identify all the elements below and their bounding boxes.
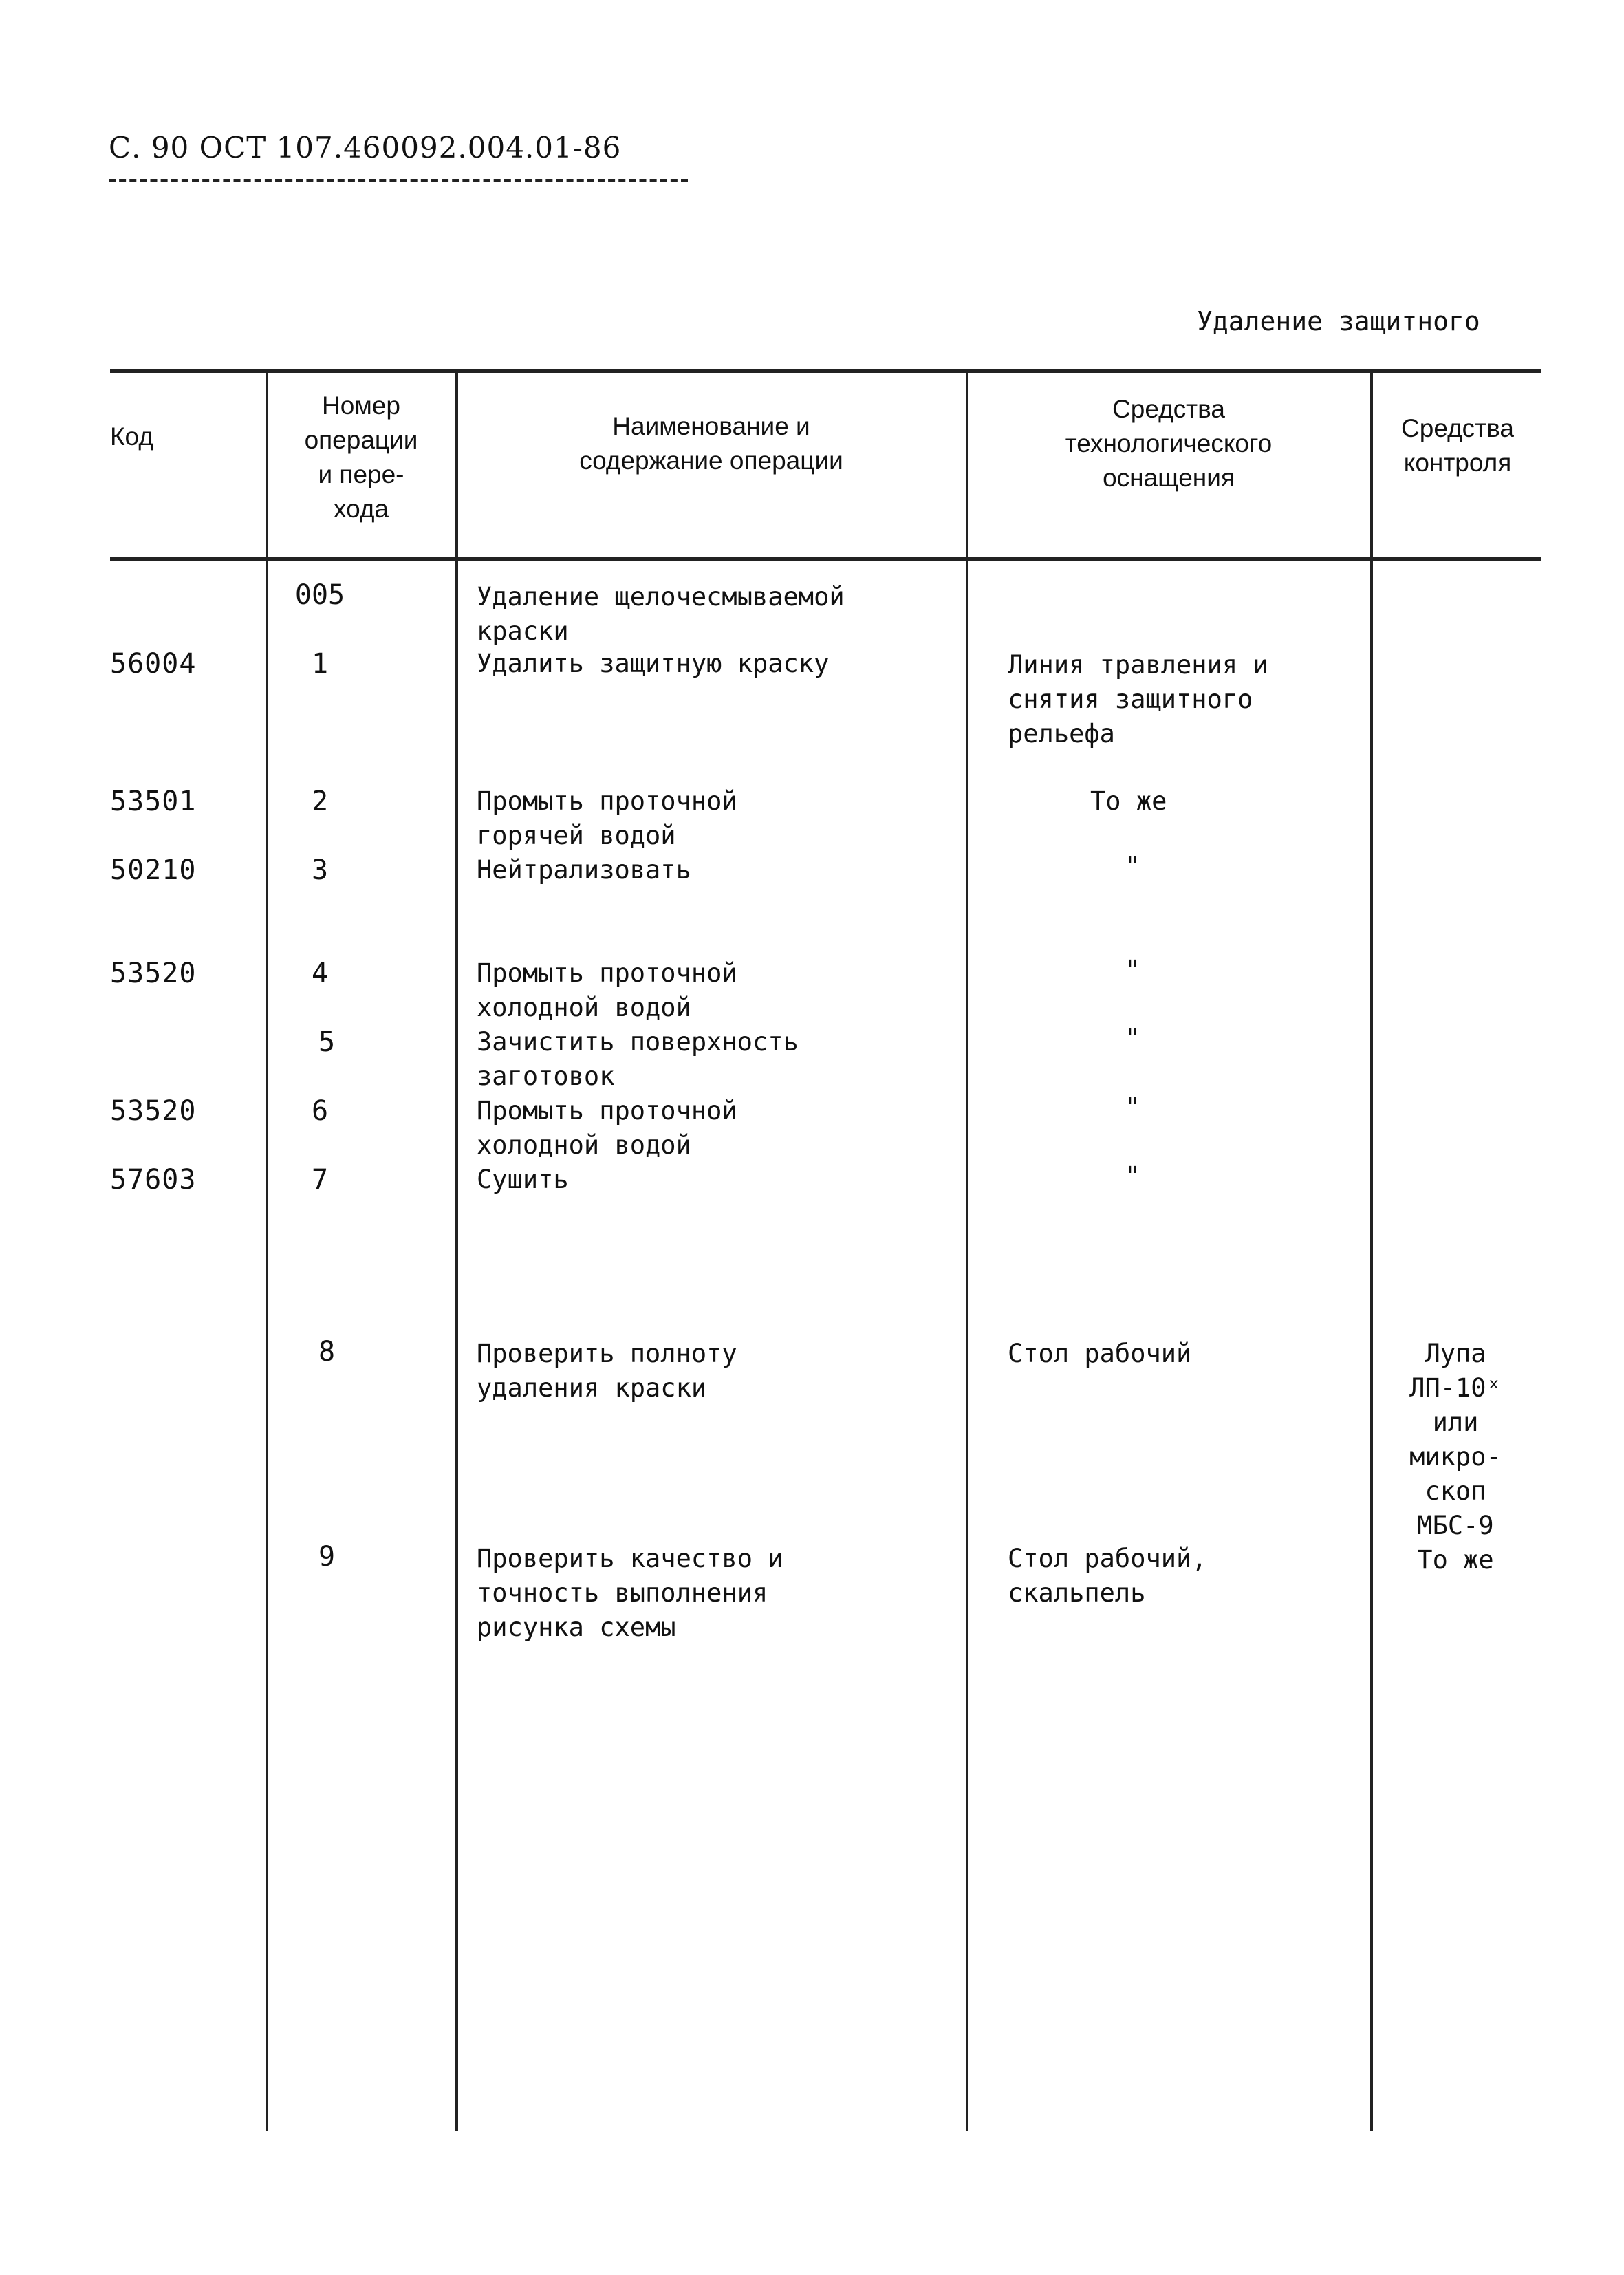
op-code: 57603: [110, 1164, 197, 1196]
header-equipment: Средства технологического оснащения: [1065, 395, 1273, 492]
op-code: 56004: [110, 648, 197, 680]
op-number: 1: [311, 648, 329, 680]
table-top-rule: [110, 369, 1541, 373]
op-code: 50210: [110, 854, 197, 886]
op-number: 7: [311, 1164, 329, 1196]
header-rule: [109, 179, 688, 182]
operation-name: Промыть проточной холодной водой: [477, 1096, 737, 1160]
operation-name: Удаление щелочесмываемой краски: [477, 582, 845, 646]
ditto-mark: ": [1125, 1024, 1140, 1053]
header-op-number: Номер операции и пере- хода: [304, 391, 418, 523]
op-code: 53520: [110, 958, 197, 989]
op-number: 5: [318, 1026, 336, 1058]
op-number: 9: [318, 1541, 336, 1573]
column-divider: [1370, 369, 1373, 2131]
column-divider: [455, 369, 458, 2131]
operation-name: Проверить качество и точность выполнения рисунка схемы: [477, 1544, 783, 1642]
control-instrument: То же: [1417, 1545, 1494, 1575]
page-header: С. 90 ОСТ 107.460092.004.01-86: [109, 131, 622, 164]
op-code: 53520: [110, 1095, 197, 1127]
section-title: Удаление защитного: [1197, 306, 1480, 336]
header-control: Средства контроля: [1401, 414, 1514, 477]
header-code: Код: [110, 422, 153, 451]
op-number: 6: [311, 1095, 329, 1127]
table-header-rule: [110, 557, 1541, 561]
operation-name: Нейтрализовать: [477, 855, 691, 885]
operation-name: Удалить защитную краску: [477, 649, 830, 678]
op-code: 53501: [110, 786, 197, 817]
operation-name: Промыть проточной горячей водой: [477, 786, 737, 850]
ditto-mark: ": [1125, 955, 1140, 984]
ditto-mark: ": [1125, 1092, 1140, 1122]
operation-name: Зачистить поверхность заготовок: [477, 1027, 799, 1091]
operation-name: Промыть проточной холодной водой: [477, 958, 737, 1022]
equipment: Стол рабочий: [1008, 1339, 1192, 1368]
column-divider: [266, 369, 268, 2131]
header-name: Наименование и содержание операции: [579, 412, 843, 475]
operation-name: Проверить полноту удаления краски: [477, 1339, 737, 1403]
ditto-mark: ": [1125, 852, 1140, 881]
op-number: 2: [311, 786, 329, 817]
op-number: 3: [311, 854, 329, 886]
operation-name: Сушить: [477, 1165, 569, 1194]
column-divider: [966, 369, 968, 2131]
equipment: То же: [1090, 786, 1167, 816]
op-number: 8: [318, 1336, 336, 1368]
control-instrument: Лупа ЛП-10ˣ или микро- скоп МБС-9: [1409, 1339, 1502, 1540]
equipment: Стол рабочий, скальпель: [1008, 1544, 1207, 1608]
equipment: Линия травления и снятия защитного рельефа: [1008, 650, 1268, 748]
ditto-mark: ": [1125, 1161, 1140, 1191]
op-number: 4: [311, 958, 329, 989]
op-number: 005: [294, 579, 345, 611]
